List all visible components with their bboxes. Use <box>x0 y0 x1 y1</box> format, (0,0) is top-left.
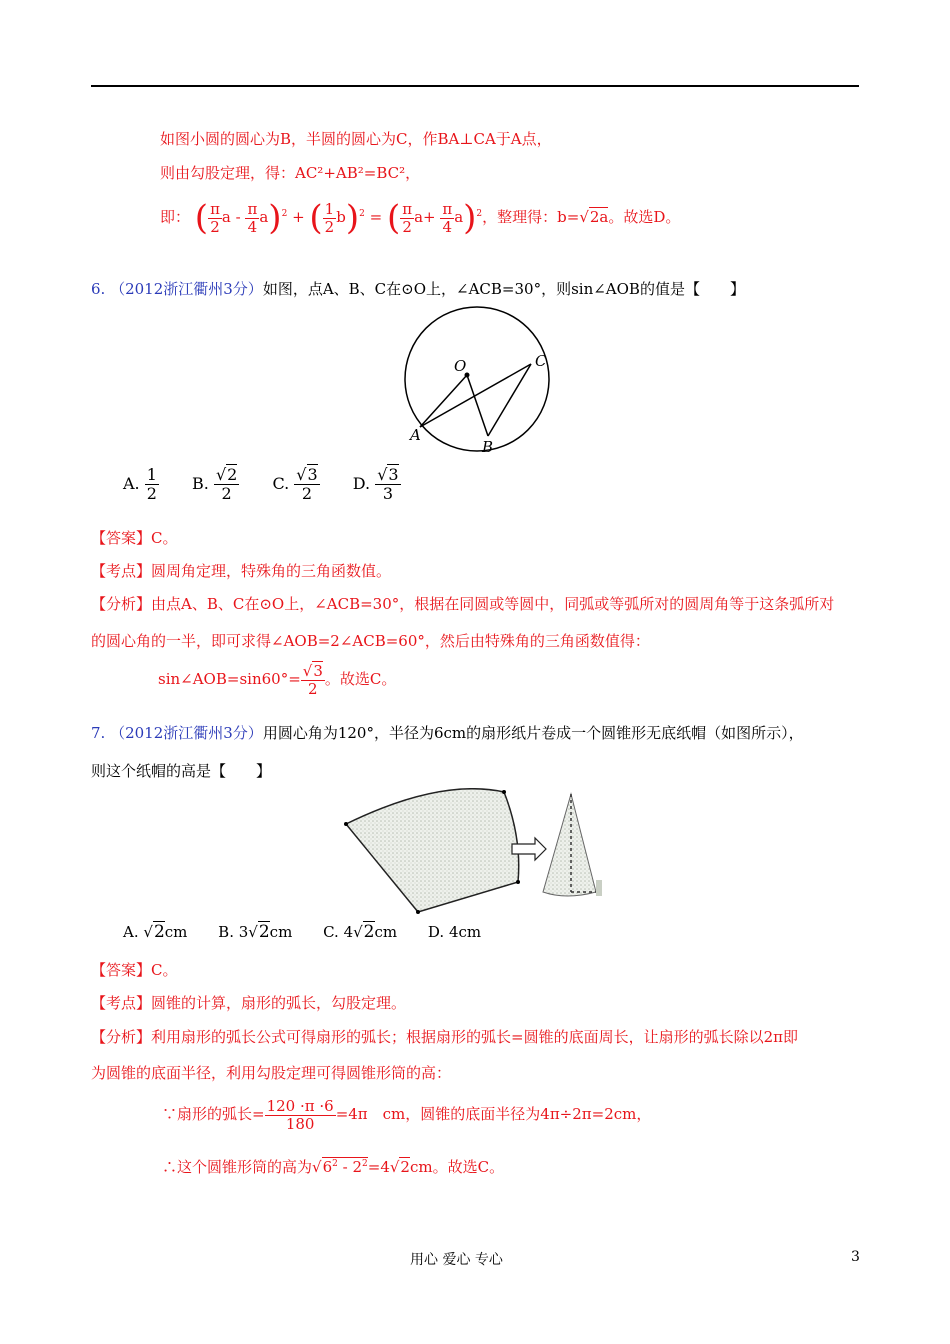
q6-point: 【考点】圆周角定理，特殊角的三角函数值。 <box>91 562 392 580</box>
q7-stem-2: 则这个纸帽的高是【 】 <box>91 762 272 780</box>
prev-line-2: 则由勾股定理，得：AC²+AB²=BC²， <box>160 164 421 182</box>
q7-point: 【考点】圆锥的计算，扇形的弧长，勾股定理。 <box>91 994 407 1012</box>
segment-ac <box>420 364 531 427</box>
q7-calc-2: ∴这个圆锥形筒的高为$√6^2 - 2^2=4√2cm$。故选C。 <box>162 1158 505 1176</box>
q6-stem: 6. （2012浙江衢州3分）如图，点A、B、C在⊙O上，∠ACB=30°，则sin∠AOB的值是【 】 <box>91 280 745 298</box>
segment-ob <box>467 375 488 436</box>
q7-option-b: B. 3√2cm <box>218 922 293 942</box>
q7-stem-1: 7. （2012浙江衢州3分）用圆心角为120°，半径为6cm的扇形纸片卷成一个圆锥形无底纸帽（如图所示）， <box>91 724 804 742</box>
q6-analysis-1: 【分析】由点A、B、C在⊙O上，∠ACB=30°，根据在同圆或等圆中，同弧或等弧所对的圆周角等于这条弧所对 <box>91 595 835 613</box>
q6-analysis-2: 的圆心角的一半，即可求得∠AOB=2∠ACB=60°，然后由特殊角的三角函数值得： <box>91 632 650 650</box>
footer-motto: 用心 爱心 专心 <box>410 1252 503 1268</box>
q6-option-c: C. $\frac{√3}{2}$ <box>272 465 318 503</box>
label-c: C <box>535 352 547 370</box>
q6-option-d: D. $\frac{√3}{3}$ <box>352 465 399 503</box>
prev-line-1: 如图小圆的圆心为B，半圆的圆心为C，作BA⊥CA于A点， <box>160 130 552 148</box>
paper-cone <box>543 794 596 896</box>
label-b: B <box>482 438 494 456</box>
q7-analysis-2: 为圆锥的底面半径，利用勾股定理可得圆锥形筒的高： <box>91 1064 452 1082</box>
q6-formula: sin∠AOB=sin60°= $\frac{√3}{2}$ 。故选C。 <box>158 662 397 698</box>
circle-figure <box>398 302 560 462</box>
header-rule <box>91 85 859 87</box>
segment-ao <box>420 375 467 427</box>
q7-option-a: A. √2cm <box>123 922 188 942</box>
q7-option-c: C. 4√2cm <box>323 922 398 942</box>
q6-answer: 【答案】C。 <box>91 529 178 547</box>
q7-calc-1: ∵扇形的弧长= $\frac{120 \cdot\pi \cdot 6}{180}$ =4π cm，圆锥的底面半径为4π÷2π=2cm， <box>162 1097 652 1133</box>
segment-cb <box>488 364 531 436</box>
prev-equation: 即： ( $\frac{\pi}{2}$ a - $\frac{\pi}{4}$ a)$^2$ + ( $\frac{1}{2}$ b)$^2$ = ( $\frac{\pi}{2}$ a+ $\frac{\pi}{4}$ a)$^2$，整理得：b=√2a。故选D。 <box>160 198 681 238</box>
paper-sector <box>346 789 519 912</box>
q7-analysis-1: 【分析】利用扇形的弧长公式可得扇形的弧长；根据扇形的弧长=圆锥的底面周长，让扇形的弧长除以2π即 <box>91 1028 798 1046</box>
page-number: 3 <box>851 1249 860 1265</box>
q6-option-b: B. $\frac{√2}{2}$ <box>192 465 238 503</box>
sector-cone-figure <box>340 788 620 914</box>
q7-options <box>123 922 481 942</box>
label-a: A <box>410 426 421 444</box>
q7-answer: 【答案】C。 <box>91 961 178 979</box>
label-o: O <box>454 357 467 375</box>
circle-o <box>405 307 549 451</box>
q6-option-a: A. $\frac{1}{2}$ <box>123 465 157 503</box>
q6-options <box>123 466 401 502</box>
q7-option-d: D. 4cm <box>427 923 482 941</box>
